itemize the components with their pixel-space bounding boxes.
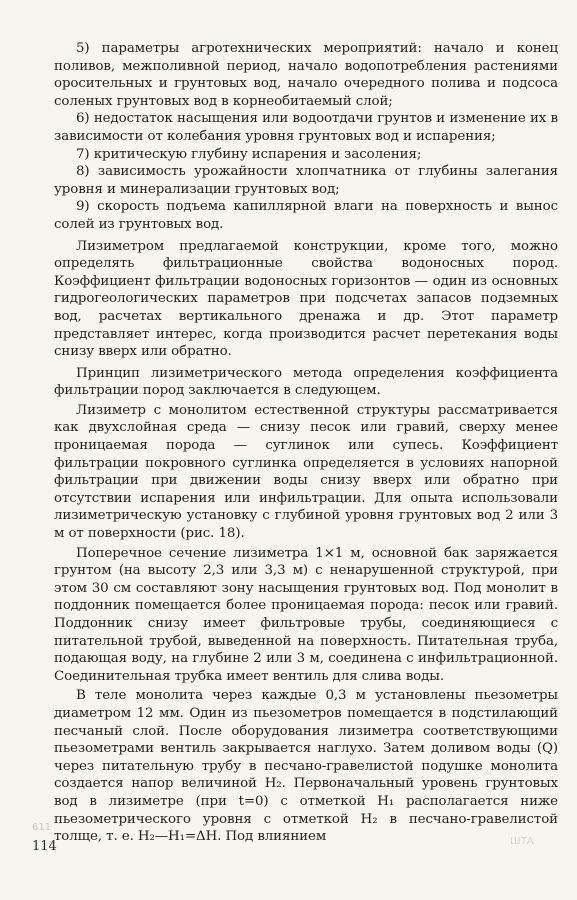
page-body <box>54 40 558 846</box>
faint-stamp-left: 611 <box>32 822 52 833</box>
paragraph-method-principle: Принцип лизиметрического метода определения коэффициента фильтрации пород заключается в следующем. <box>54 365 558 399</box>
paragraph-item-5: 5) параметры агротехнических мероприятий: начало и конец поливов, межполивной период, начало водопотребления растениями оросительных и грунтовых вод, начало очередного полива и подсоса соленых грунтовых вод в корнеобитаемый слой; <box>54 41 558 109</box>
faint-stamp-right: ШТА <box>510 836 534 847</box>
paragraph-item-7: 7) критическую глубину испарения и засоления; <box>76 146 422 162</box>
paragraph-monolith: Лизиметр с монолитом естественной структуры рассматривается как двухслойная среда — снизу песок или гравий, сверху менее проницаемая порода — суглинок или супесь. Коэффициент фильтрации покровного суглинка определяется в условиях напорной фильтрации при движении воды снизу вверх или обратно при отсутствии испарения или инфильтрации. Для опыта использовали лизиметрическую установку с глубиной уровня грунтовых вод 2 или 3 м от поверхности (рис. 18). <box>54 402 558 542</box>
paragraph-item-8: 8) зависимость урожайности хлопчатника от глубины залегания уровня и минерализации грунтовых вод; <box>54 164 558 197</box>
paragraph-piezometers: В теле монолита через каждые 0,3 м установлены пьезометры диаметром 12 мм. Один из пьезометров помещается в подстилающий песчаный слой. После оборудования лизиметра соответствующими пьезометрами вентиль закрывается наглухо. Затем доливом воды (Q) через питательную трубу в песчано-гравелистой подушке монолита создается напор величиной H₂. Первоначальный уровень грунтовых вод в лизиметре (при t=0) с отметкой H₁ располагается ниже пьезометрического уровня с отметкой H₂ в песчано-гравелистой толще, т. е. H₂—H₁=ΔH. Под влиянием <box>54 688 558 845</box>
paragraph-item-9: 9) скорость подъема капиллярной влаги на поверхность и вынос солей из грунтовых вод. <box>54 199 558 232</box>
paragraph-cross-section: Поперечное сечение лизиметра 1×1 м, основной бак заряжается грунтом (на высоту 2,3 или 3,3 м) с ненарушенной структурой, при этом 30 см составляют зону насыщения грунтовых вод. Под монолит в поддонник помещается более проницаемая порода: песок или гравий. Поддонник снизу имеет фильтровые трубы, соединяющиеся с питательной трубой, выведенной на поверхность. Питательная труба, подающая воду, на глубине 2 или 3 м, соединена с инфильтрационной. Соединительная трубка имеет вентиль для слива воды. <box>54 545 558 684</box>
paragraph-lysimeter-construction: Лизиметром предлагаемой конструкции, кроме того, можно определять фильтрационные свойства водоносных пород. Коэффициент фильтрации водоносных горизонтов — один из основных гидрогеологических параметров при подсчетах запасов подземных вод, расчетах вертикального дренажа и др. Этот параметр представляет интерес, когда производится расчет перетекания воды снизу вверх или обратно. <box>54 238 558 360</box>
page-number: 114 <box>32 839 57 854</box>
paragraph-item-6: 6) недостаток насыщения или водоотдачи грунтов и изменение их в зависимости от колебания уровня грунтовых вод и испарения; <box>54 111 558 144</box>
